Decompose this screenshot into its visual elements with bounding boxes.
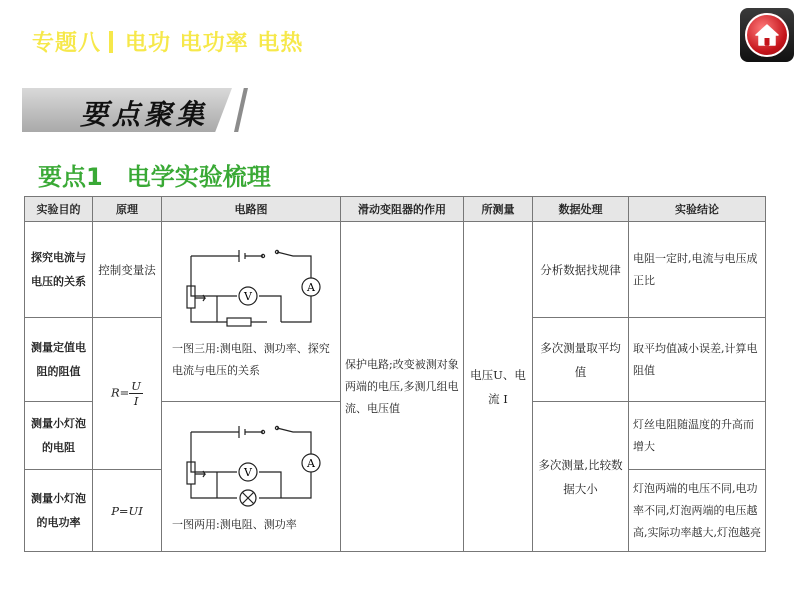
banner-slash <box>234 88 248 132</box>
table-header-row <box>25 197 766 222</box>
rheostat-role-cell: 保护电路;改变被测对象两端的电压,多测几组电流、电压值 <box>341 222 464 552</box>
home-button[interactable] <box>740 8 794 62</box>
ammeter-label: A <box>307 280 315 294</box>
experiment-table <box>24 196 766 552</box>
circuit-caption-1: 一图三用:测电阻、测功率、探究电流与电压的关系 <box>172 341 330 377</box>
topic-prefix: 专题八 <box>32 31 102 56</box>
fraction-numerator: U <box>131 379 141 393</box>
section-number: 要点1 <box>38 163 103 191</box>
key-points-banner <box>22 88 252 132</box>
section-title: 电学实验梳理 <box>126 163 271 191</box>
purpose-cell: 测量定值电阻的阻值 <box>25 318 93 402</box>
conclusion-cell: 灯泡两端的电压不同,电功率不同,灯泡两端的电压越高,实际功率越大,灯泡越亮 <box>629 470 766 552</box>
conclusion-cell: 灯丝电阻随温度的升高而增大 <box>629 402 766 470</box>
voltmeter-label: V <box>244 465 252 479</box>
processing-cell: 多次测量取平均值 <box>533 318 629 402</box>
section-heading <box>38 157 271 192</box>
voltmeter-label: V <box>244 289 252 303</box>
table-row <box>25 222 766 318</box>
home-badge <box>745 13 789 57</box>
col-header: 滑动变阻器的作用 <box>341 197 464 222</box>
purpose-cell: 探究电流与电压的关系 <box>25 222 93 318</box>
processing-cell: 多次测量,比较数据大小 <box>533 402 629 552</box>
circuit-cell-2 <box>162 402 341 552</box>
col-header: 原理 <box>93 197 162 222</box>
banner-title: 要点聚集 <box>80 98 209 131</box>
conclusion-cell: 取平均值减小误差,计算电阻值 <box>629 318 766 402</box>
home-icon <box>754 23 780 47</box>
circuit-diagram-2 <box>181 424 321 510</box>
principle-cell: 控制变量法 <box>93 222 162 318</box>
measured-cell: 电压U、电流 I <box>464 222 533 552</box>
purpose-cell: 测量小灯泡的电功率 <box>25 470 93 552</box>
col-header: 电路图 <box>162 197 341 222</box>
principle-r-prefix: R= <box>111 385 130 400</box>
principle-cell: P=UI <box>93 470 162 552</box>
circuit-diagram-1 <box>181 248 321 334</box>
conclusion-cell: 电阻一定时,电流与电压成正比 <box>629 222 766 318</box>
topic-divider <box>109 31 113 53</box>
col-header: 所测量 <box>464 197 533 222</box>
topic-title: 电功 电功率 电热 <box>125 31 304 56</box>
topic-header <box>32 26 303 57</box>
principle-cell-ohm <box>93 318 162 470</box>
processing-cell: 分析数据找规律 <box>533 222 629 318</box>
col-header: 实验目的 <box>25 197 93 222</box>
circuit-caption-2: 一图两用:测电阻、测功率 <box>172 517 297 531</box>
purpose-cell: 测量小灯泡的电阻 <box>25 402 93 470</box>
fraction-denominator: I <box>133 394 139 408</box>
circuit-cell-1 <box>162 222 341 402</box>
col-header: 数据处理 <box>533 197 629 222</box>
ammeter-label: A <box>307 456 315 470</box>
col-header: 实验结论 <box>629 197 766 222</box>
